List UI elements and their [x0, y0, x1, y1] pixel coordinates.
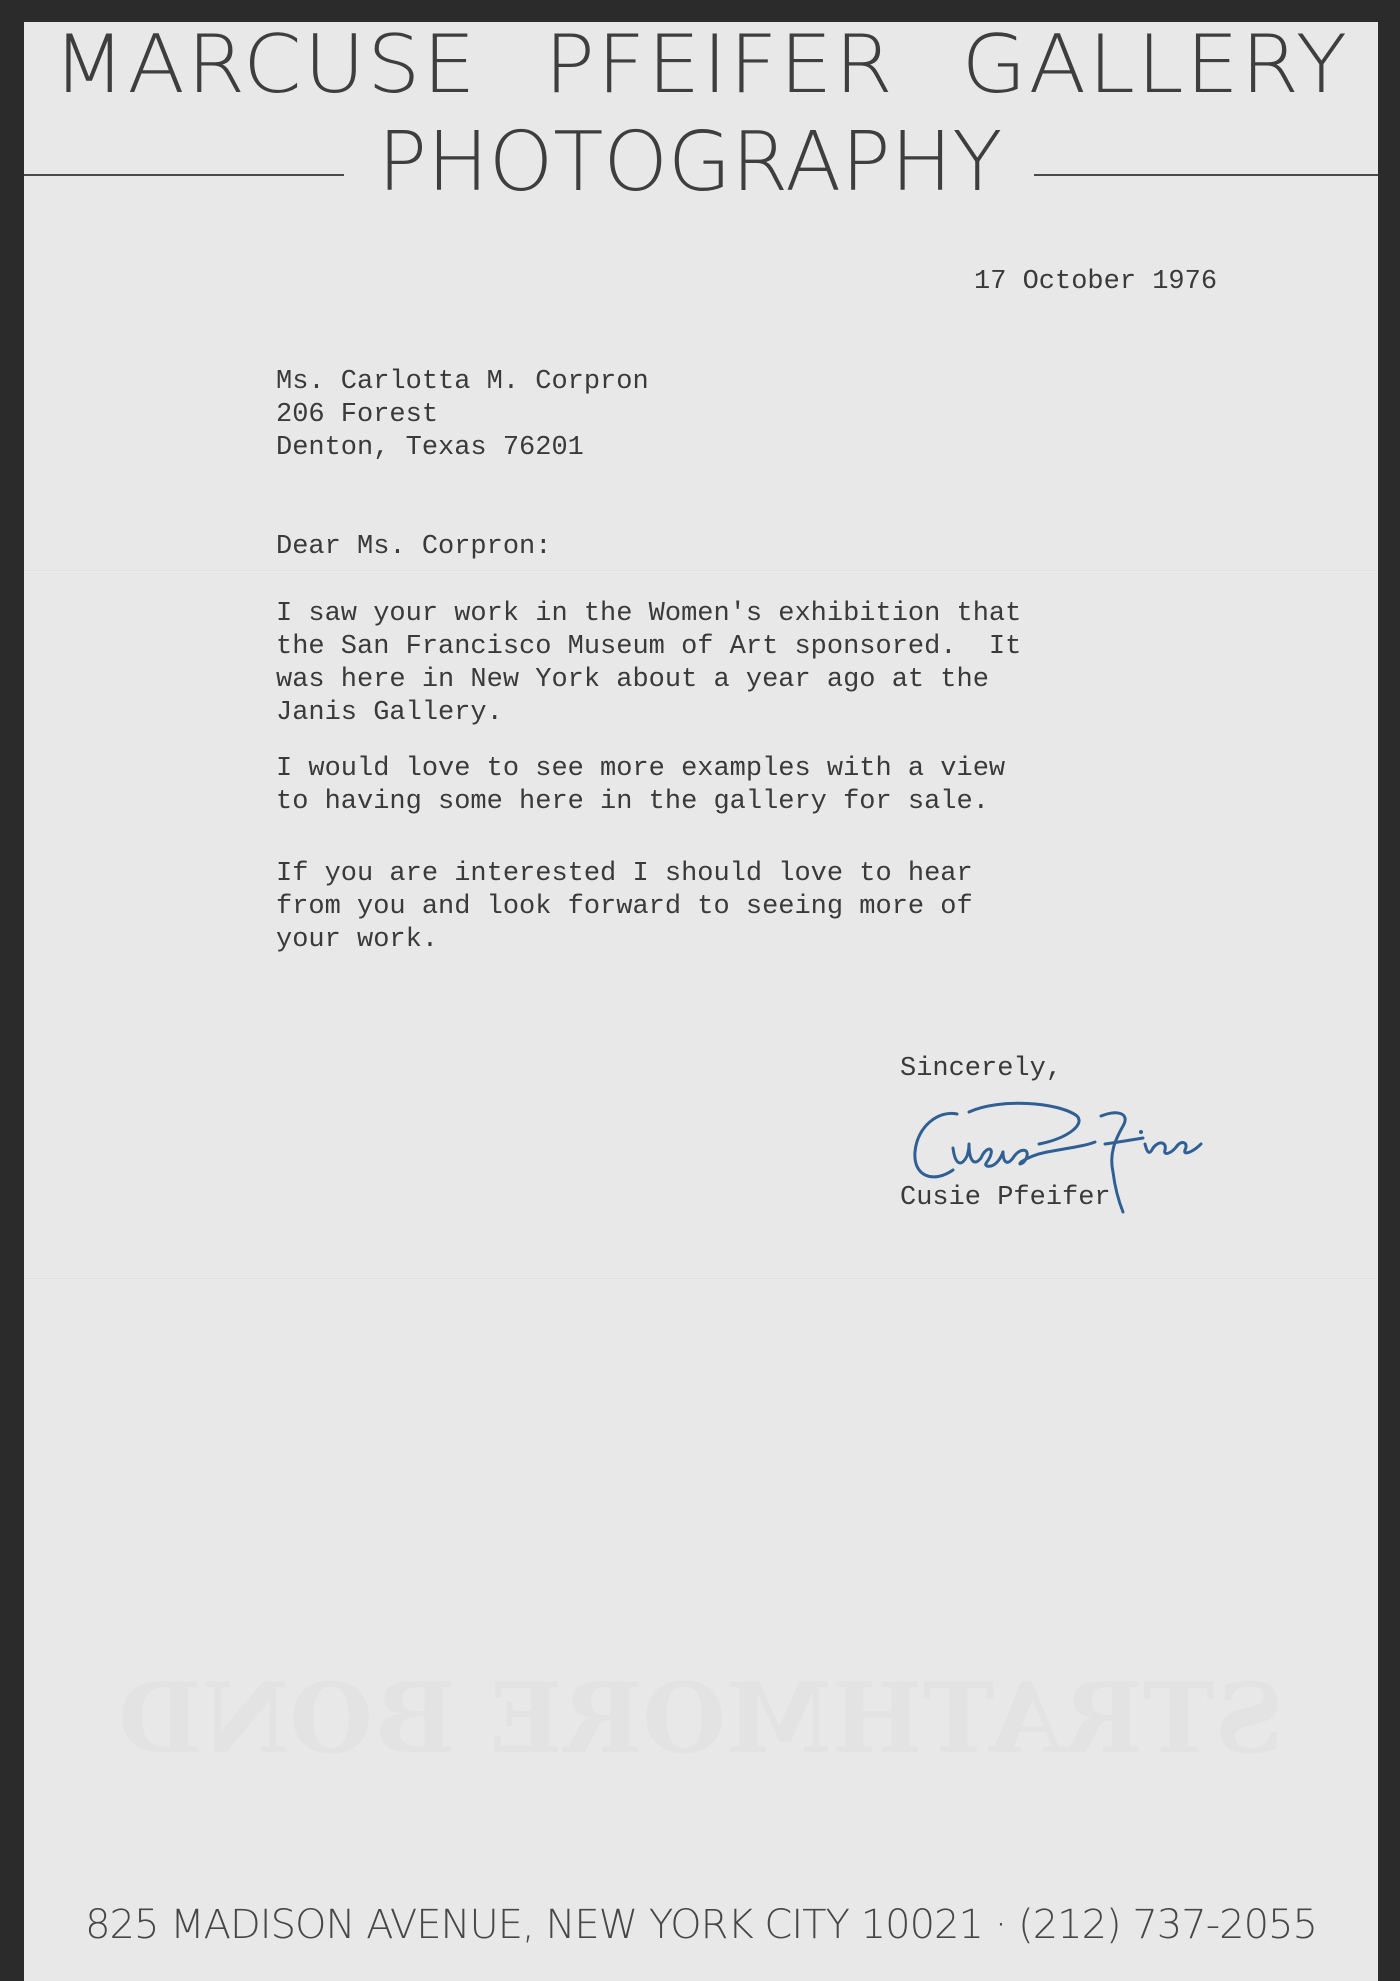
fold-line: [24, 1278, 1378, 1280]
letterhead-rule-right: [1034, 174, 1378, 176]
paper-watermark: STRATHMORE BOND: [118, 1662, 1284, 1775]
recipient-city: Denton, Texas 76201: [276, 433, 584, 463]
recipient-name: Ms. Carlotta M. Corpron: [276, 367, 649, 397]
recipient-address: [276, 366, 649, 465]
letterhead-rule-left: [24, 174, 344, 176]
text-line: I would love to see more examples with a view: [276, 754, 1006, 784]
text-line: Janis Gallery.: [276, 698, 503, 728]
letterhead-footer: 825 MADISON AVENUE, NEW YORK CITY 10021 · (212) 737-2055: [85, 1902, 1317, 1948]
recipient-street: 206 Forest: [276, 400, 439, 430]
signer-name: Cusie Pfeifer: [900, 1183, 1111, 1213]
text-line: the San Francisco Museum of Art sponsored. It: [276, 632, 1022, 662]
text-line: was here in New York about a year ago at the: [276, 665, 989, 695]
text-line: If you are interested I should love to hear: [276, 859, 973, 889]
letterhead-subtitle: PHOTOGRAPHY: [377, 115, 1003, 210]
paragraph-2: [276, 753, 1005, 819]
letter-date: 17 October 1976: [974, 267, 1218, 297]
text-line: from you and look forward to seeing more of: [276, 892, 973, 922]
letterhead-gallery-name: MARCUSE PFEIFER GALLERY: [52, 22, 1350, 112]
paragraph-3: [276, 858, 973, 957]
fold-line: [24, 570, 1378, 572]
letter-page: [24, 22, 1378, 1981]
paragraph-1: [276, 598, 1021, 730]
text-line: your work.: [276, 925, 439, 955]
text-line: to having some here in the gallery for sale.: [276, 787, 989, 817]
closing: Sincerely,: [900, 1054, 1063, 1084]
letterhead-subtitle-row: [24, 115, 1378, 210]
salutation: Dear Ms. Corpron:: [276, 532, 552, 562]
text-line: I saw your work in the Women's exhibition that: [276, 599, 1022, 629]
